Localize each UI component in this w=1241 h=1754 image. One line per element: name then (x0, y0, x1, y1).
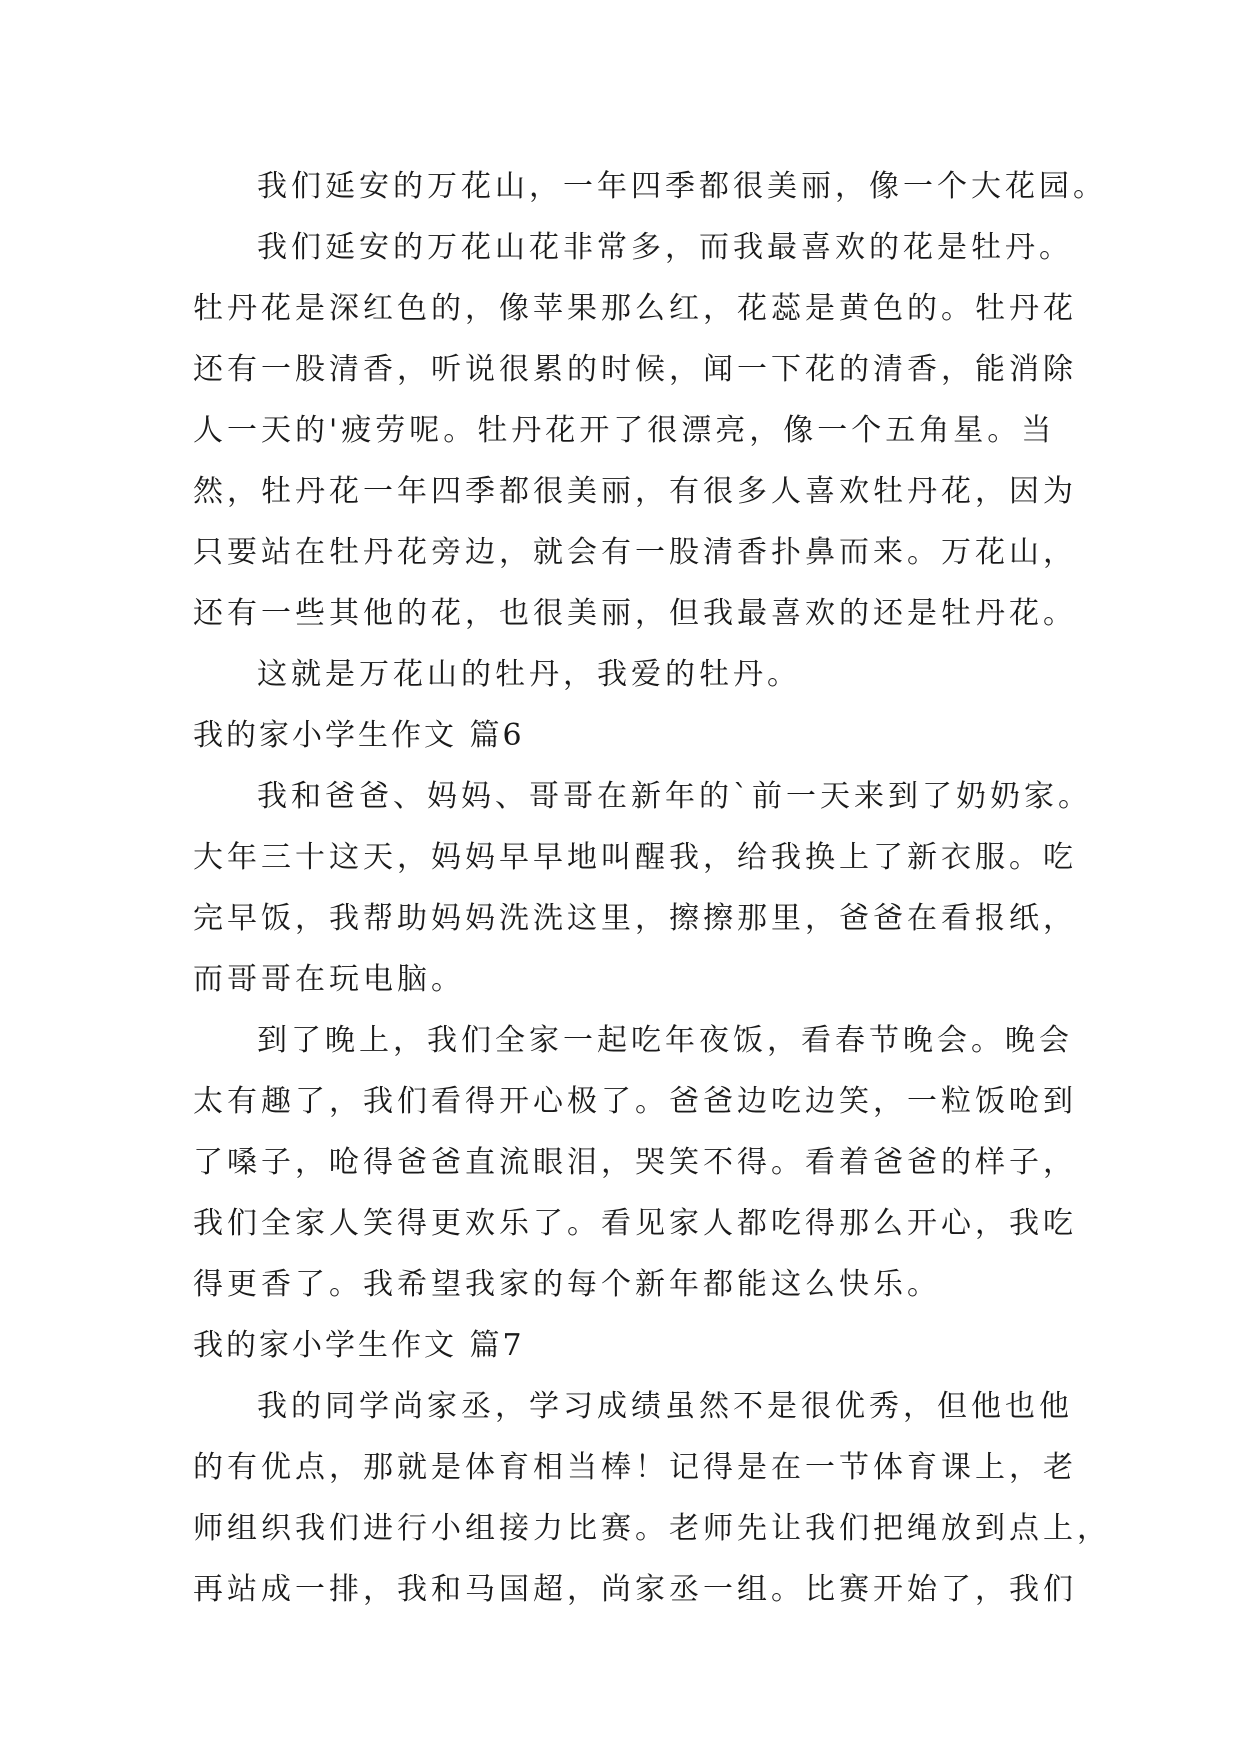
text-line: 得更香了。我希望我家的每个新年都能这么快乐。 (193, 1267, 941, 1302)
section-heading: 我的家小学生作文 篇7 (193, 1328, 525, 1363)
text-line: 只要站在牡丹花旁边，就会有一股清香扑鼻而来。万花山， (193, 535, 1077, 570)
text-line: 我们延安的万花山，一年四季都很美丽，像一个大花园。 (257, 169, 1107, 204)
text-line: 师组织我们进行小组接力比赛。老师先让我们把绳放到点上， (193, 1511, 1111, 1546)
text-line: 人一天的'疲劳呢。牡丹花开了很漂亮，像一个五角星。当 (193, 413, 1056, 448)
text-line: 这就是万花山的牡丹，我爱的牡丹。 (257, 657, 801, 692)
text-line: 到了晚上，我们全家一起吃年夜饭，看春节晚会。晚会 (257, 1023, 1073, 1058)
text-line: 然，牡丹花一年四季都很美丽，有很多人喜欢牡丹花，因为 (193, 474, 1077, 509)
text-line: 太有趣了，我们看得开心极了。爸爸边吃边笑，一粒饭呛到 (193, 1084, 1077, 1119)
text-line: 再站成一排，我和马国超，尚家丞一组。比赛开始了，我们 (193, 1572, 1077, 1607)
text-line: 大年三十这天，妈妈早早地叫醒我，给我换上了新衣服。吃 (193, 840, 1077, 875)
text-line: 完早饭，我帮助妈妈洗洗这里，擦擦那里，爸爸在看报纸， (193, 901, 1077, 936)
text-line: 牡丹花是深红色的，像苹果那么红，花蕊是黄色的。牡丹花 (193, 291, 1077, 326)
text-line: 还有一些其他的花，也很美丽，但我最喜欢的还是牡丹花。 (193, 596, 1077, 631)
text-line: 我的同学尚家丞，学习成绩虽然不是很优秀，但他也他 (257, 1389, 1073, 1424)
text-line: 而哥哥在玩电脑。 (193, 962, 465, 997)
text-line: 我们延安的万花山花非常多，而我最喜欢的花是牡丹。 (257, 230, 1073, 265)
text-line: 了嗓子，呛得爸爸直流眼泪，哭笑不得。看着爸爸的样子， (193, 1145, 1077, 1180)
text-line: 我和爸爸、妈妈、哥哥在新年的`前一天来到了奶奶家。 (257, 779, 1092, 814)
text-line: 的有优点，那就是体育相当棒！记得是在一节体育课上，老 (193, 1450, 1077, 1485)
section-heading: 我的家小学生作文 篇6 (193, 718, 525, 753)
text-line: 还有一股清香，听说很累的时候，闻一下花的清香，能消除 (193, 352, 1077, 387)
document-body (193, 156, 1111, 1620)
text-line: 我们全家人笑得更欢乐了。看见家人都吃得那么开心，我吃 (193, 1206, 1077, 1241)
